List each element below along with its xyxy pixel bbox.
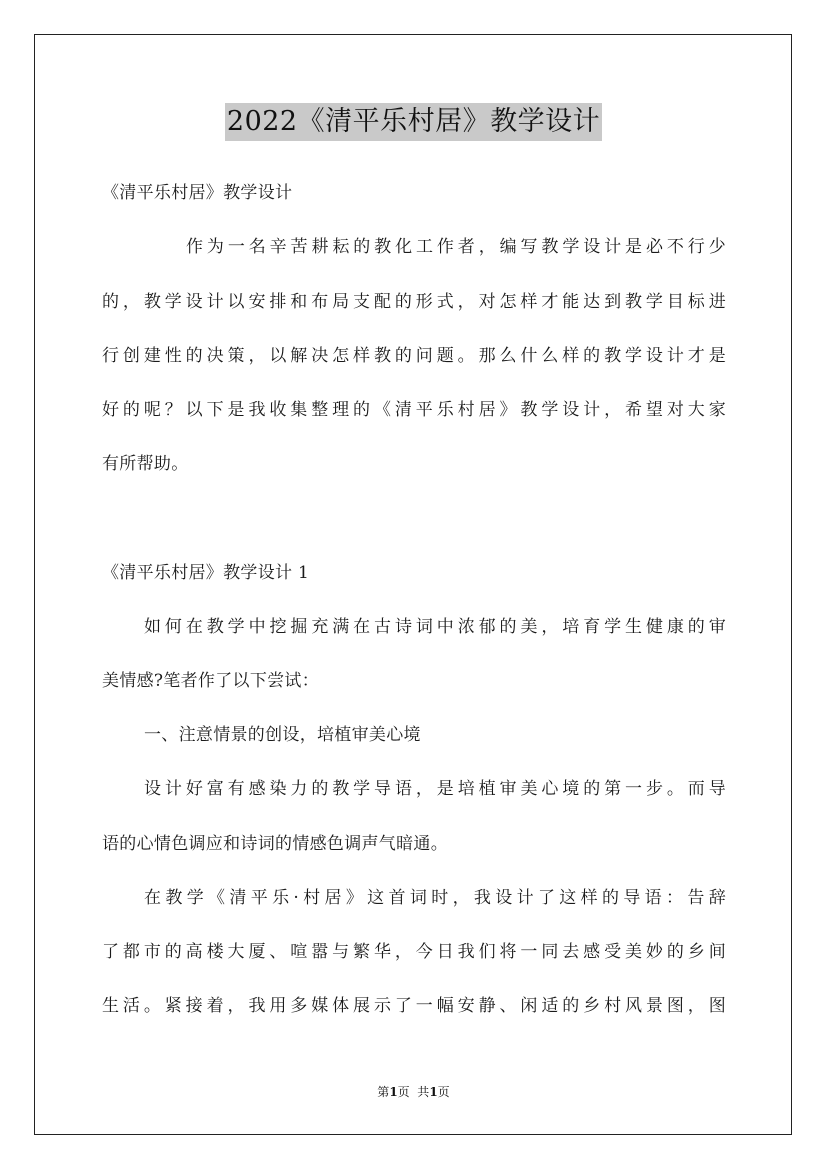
footer-current-page: 1: [389, 1085, 398, 1099]
paragraph-line: 的，教学设计以安排和布局支配的形式，对怎样才能达到教学目标进: [102, 292, 726, 312]
document-title: 2022《清平乐村居》教学设计: [225, 103, 602, 141]
footer-prefix: 第: [377, 1085, 390, 1099]
subsection-heading: 一、注意情景的创设，培植审美心境: [144, 725, 421, 745]
paragraph-line: 了都市的高楼大厦、喧嚣与繁华，今日我们将一同去感受美妙的乡间: [102, 942, 726, 962]
paragraph-line: 有所帮助。: [102, 454, 189, 474]
subtitle-line: 《清平乐村居》教学设计: [102, 183, 293, 203]
page-footer: [0, 1084, 827, 1100]
paragraph-line: 设计好富有感染力的教学导语，是培植审美心境的第一步。而导: [144, 779, 726, 799]
footer-suffix: 页: [437, 1085, 450, 1099]
paragraph-line: 作为一名辛苦耕耘的教化工作者，编写教学设计是必不行少: [186, 237, 726, 257]
paragraph-line: 行创建性的决策，以解决怎样教的问题。那么什么样的教学设计才是: [102, 346, 726, 366]
paragraph-line: 生活。紧接着，我用多媒体展示了一幅安静、闲适的乡村风景图，图: [102, 996, 726, 1016]
title-container: [0, 103, 827, 141]
paragraph-line: 好的呢？以下是我收集整理的《清平乐村居》教学设计，希望对大家: [102, 400, 726, 420]
paragraph-line: 在教学《清平乐·村居》这首词时，我设计了这样的导语：告辞: [144, 888, 726, 908]
paragraph-line: 美情感?笔者作了以下尝试：: [102, 671, 320, 691]
footer-total-pages: 1: [429, 1085, 438, 1099]
footer-mid: 页 共: [397, 1085, 430, 1099]
paragraph-line: 如何在教学中挖掘充满在古诗词中浓郁的美，培育学生健康的审: [144, 617, 726, 637]
section-heading: 《清平乐村居》教学设计 1: [102, 563, 310, 583]
paragraph-line: 语的心情色调应和诗词的情感色调声气暗通。: [102, 834, 448, 854]
